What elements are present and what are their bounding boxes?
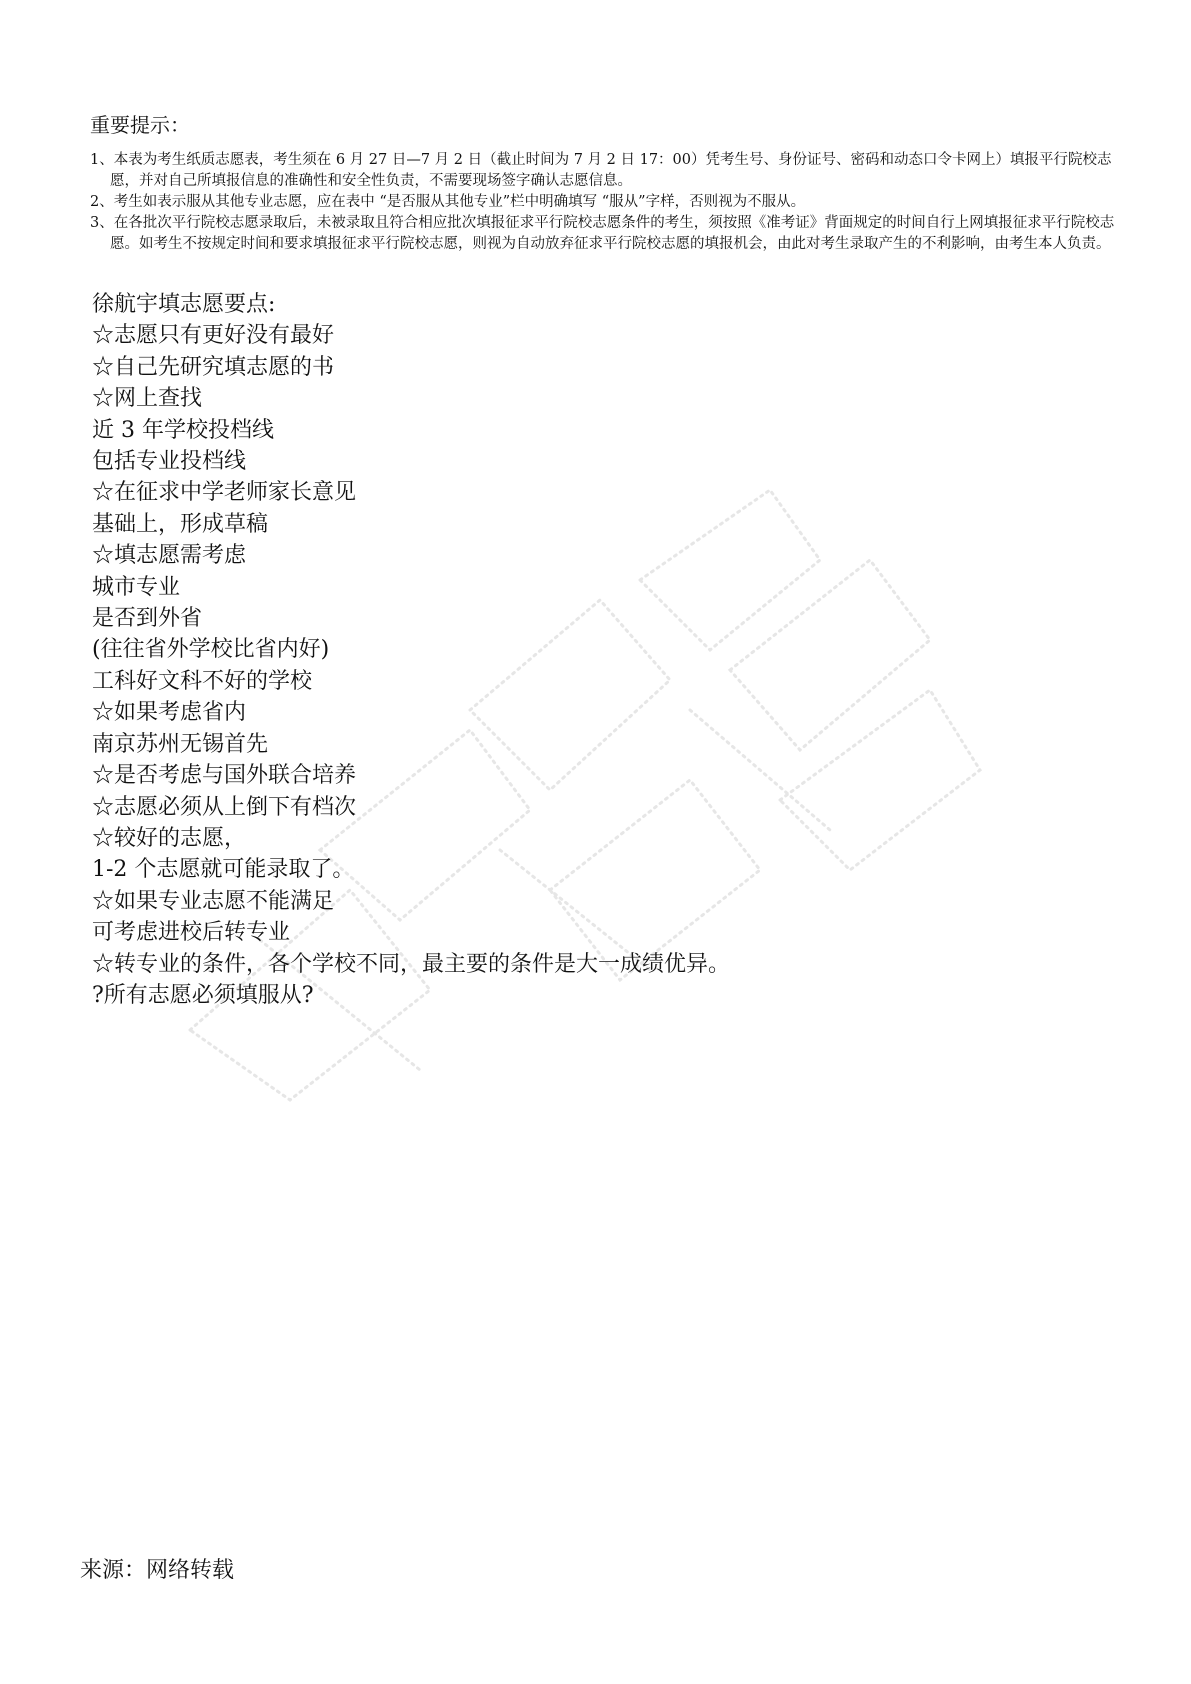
notice-item: 2、考生如表示服从其他专业志愿，应在表中 “是否服从其他专业”栏中明确填写 “服从”字样，否则视为不服从。 bbox=[90, 194, 806, 210]
tip-line: ☆志愿必须从上倒下有档次 bbox=[92, 794, 357, 820]
tip-line: 南京苏州无锡首先 bbox=[92, 731, 269, 757]
tip-line: 近 3 年学校投档线 bbox=[92, 417, 274, 443]
tip-line: 可考虑进校后转专业 bbox=[92, 920, 291, 946]
tip-line: ☆在征求中学老师家长意见 bbox=[92, 480, 357, 506]
tips-list bbox=[92, 289, 730, 1011]
tip-line: ☆如果专业志愿不能满足 bbox=[92, 888, 335, 914]
tip-line: 基础上，形成草稿 bbox=[92, 511, 269, 537]
tips-title: 徐航宇填志愿要点: bbox=[92, 292, 276, 317]
tip-line: 城市专业 bbox=[92, 574, 181, 600]
source-note: 来源：网络转载 bbox=[80, 1558, 235, 1583]
tip-line: 工科好文科不好的学校 bbox=[92, 668, 313, 694]
tip-line: ?所有志愿必须填服从? bbox=[92, 982, 314, 1008]
tip-line: (往往省外学校比省内好) bbox=[92, 637, 330, 663]
tip-line: ☆填志愿需考虑 bbox=[92, 543, 247, 569]
tip-line: ☆较好的志愿， bbox=[92, 825, 247, 851]
tip-line: 包括专业投档线 bbox=[92, 449, 247, 475]
tip-line: ☆是否考虑与国外联合培养 bbox=[92, 763, 357, 789]
tip-line: ☆如果考虑省内 bbox=[92, 700, 247, 726]
tip-line: ☆转专业的条件，各个学校不同，最主要的条件是大一成绩优异。 bbox=[92, 951, 731, 977]
notice-list bbox=[90, 150, 1120, 255]
notice-item: 3、在各批次平行院校志愿录取后，未被录取且符合相应批次填报征求平行院校志愿条件的考生，须按照《准考证》背面规定的时间自行上网填报征求平行院校志愿。如考生不按规定时间和要求填报征求平行院校志愿，则视为自动放弃征求平行院校志愿的填报机会，由此对考生录取产生的不利影响，由考生本人负责。 bbox=[90, 215, 1115, 252]
tip-line: 1-2 个志愿就可能录取了。 bbox=[92, 857, 355, 883]
page-heading: 重要提示： bbox=[90, 113, 190, 137]
tip-line: ☆网上查找 bbox=[92, 386, 203, 412]
tip-line: ☆志愿只有更好没有最好 bbox=[92, 323, 335, 349]
tip-line: ☆自己先研究填志愿的书 bbox=[92, 354, 335, 380]
tip-line: 是否到外省 bbox=[92, 606, 203, 632]
notice-item: 1、本表为考生纸质志愿表，考生须在 6 月 27 日—7 月 2 日（截止时间为 7 月 2 日 17：00）凭考生号、身份证号、密码和动态口令卡网上）填报平行院校志愿，并对自己所填报信息的准确性和安全性负责，不需要现场签字确认志愿信息。 bbox=[90, 152, 1112, 189]
